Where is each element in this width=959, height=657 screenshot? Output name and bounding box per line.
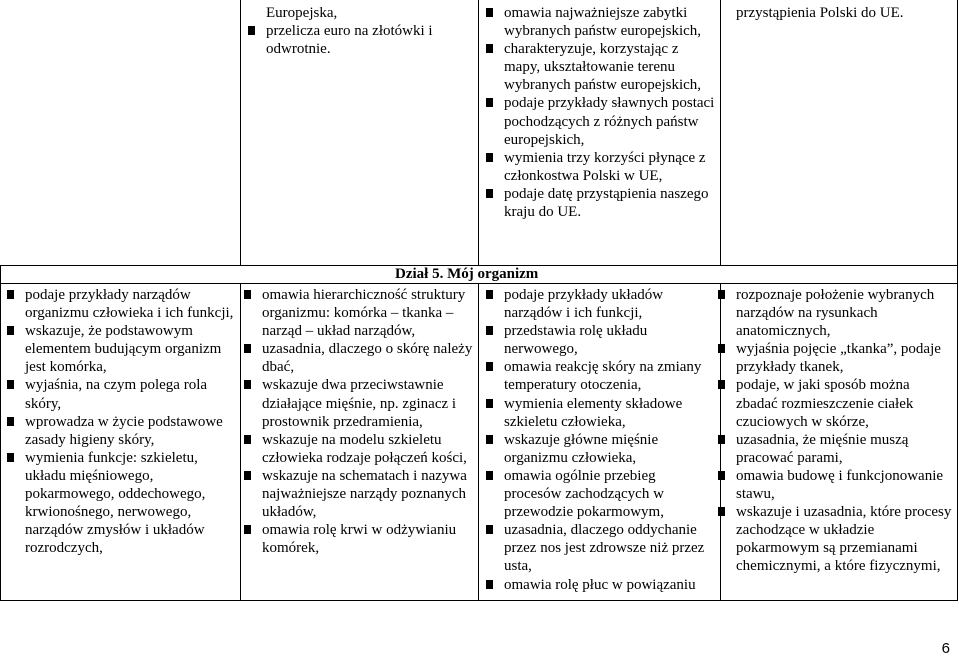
list-item: charakteryzuje, korzystając z mapy, ukształtowanie terenu wybranych państw europejskich,	[484, 40, 716, 94]
column-divider-2-lower	[478, 283, 479, 601]
list-item: wyjaśnia, na czym polega rola skóry,	[5, 376, 235, 412]
list-item: wskazuje, że podstawowym elementem budującym organizm jest komórka,	[5, 322, 235, 376]
list-item: wymienia trzy korzyści płynące z członkostwa Polski w UE,	[484, 149, 716, 185]
list-item: podaje przykłady sławnych postaci pochodzących z różnych państw europejskich,	[484, 94, 716, 148]
list-item: podaje przykłady narządów organizmu człowieka i ich funkcji,	[5, 286, 235, 322]
list-item: omawia hierarchiczność struktury organizmu: komórka – tkanka – narząd – układ narządów,	[242, 286, 474, 340]
list-item: podaje datę przystąpienia naszego kraju do UE.	[484, 185, 716, 221]
column-divider-1-lower	[240, 283, 241, 601]
bottom-row-col4	[716, 286, 952, 576]
list-item: omawia budowę i funkcjonowanie stawu,	[716, 467, 952, 503]
text-line: Europejska,	[266, 5, 338, 21]
list-item: omawia reakcję skóry na zmiany temperatury otoczenia,	[484, 358, 716, 394]
bottom-row-col2	[242, 286, 474, 557]
bottom-row-col3	[484, 286, 716, 594]
list-item: omawia najważniejsze zabytki wybranych państw europejskich,	[484, 4, 716, 40]
list-item: wyjaśnia pojęcie „tkanka”, podaje przykłady tkanek,	[716, 340, 952, 376]
column-divider-3	[720, 0, 721, 265]
bottom-row-col1	[5, 286, 235, 557]
list-item: uzasadnia, dlaczego o skórę należy dbać,	[242, 340, 474, 376]
list-item: wymienia elementy składowe szkieletu człowieka,	[484, 395, 716, 431]
list-item: podaje, w jaki sposób można zbadać rozmieszczenie ciałek czuciowych w skórze,	[716, 376, 952, 430]
top-row-col3	[484, 4, 716, 221]
list-item: wskazuje i uzasadnia, które procesy zachodzące w układzie pokarmowym są przemianami chemicznymi, a które fizycznymi,	[716, 503, 952, 575]
table-border-bottom	[0, 600, 958, 601]
list-item: przedstawia rolę układu nerwowego,	[484, 322, 716, 358]
row-divider-section	[0, 283, 958, 284]
column-divider-1	[240, 0, 241, 265]
list-item: wprowadza w życie podstawowe zasady higieny skóry,	[5, 413, 235, 449]
list-item: omawia rolę płuc w powiązaniu	[484, 576, 716, 594]
top-row-col2	[246, 4, 470, 58]
section-title: Dział 5. Mój organizm	[395, 266, 539, 282]
list-item: wskazuje główne mięśnie organizmu człowieka,	[484, 431, 716, 467]
list-item: uzasadnia, dlaczego oddychanie przez nos jest zdrowsze niż przez usta,	[484, 521, 716, 575]
table-border-left	[0, 265, 1, 601]
list-item: uzasadnia, że mięśnie muszą pracować parami,	[716, 431, 952, 467]
table-border-right	[957, 0, 958, 601]
column-divider-2	[478, 0, 479, 265]
list-item: wskazuje dwa przeciwstawnie działające mięśnie, np. zginacz i prostownik przedramienia,	[242, 376, 474, 430]
page-number: 6	[941, 640, 950, 657]
list-item: rozpoznaje położenie wybranych narządów na rysunkach anatomicznych,	[716, 286, 952, 340]
list-item: wskazuje na schematach i nazywa najważniejsze narządy poznanych układów,	[242, 467, 474, 521]
text-line: przystąpienia Polski do UE.	[736, 5, 904, 21]
top-row-col4	[736, 4, 954, 22]
list-item: omawia rolę krwi w odżywianiu komórek,	[242, 521, 474, 557]
list-item: omawia ogólnie przebieg procesów zachodzących w przewodzie pokarmowym,	[484, 467, 716, 521]
list-item: podaje przykłady układów narządów i ich funkcji,	[484, 286, 716, 322]
list-item: wskazuje na modelu szkieletu człowieka rodzaje połączeń kości,	[242, 431, 474, 467]
list-item: przelicza euro na złotówki i odwrotnie.	[246, 22, 470, 58]
list-item: wymienia funkcje: szkieletu, układu mięśniowego, pokarmowego, oddechowego, krwionośnego, nerwowego, narządów zmysłów i układów rozrodczych,	[5, 449, 235, 558]
